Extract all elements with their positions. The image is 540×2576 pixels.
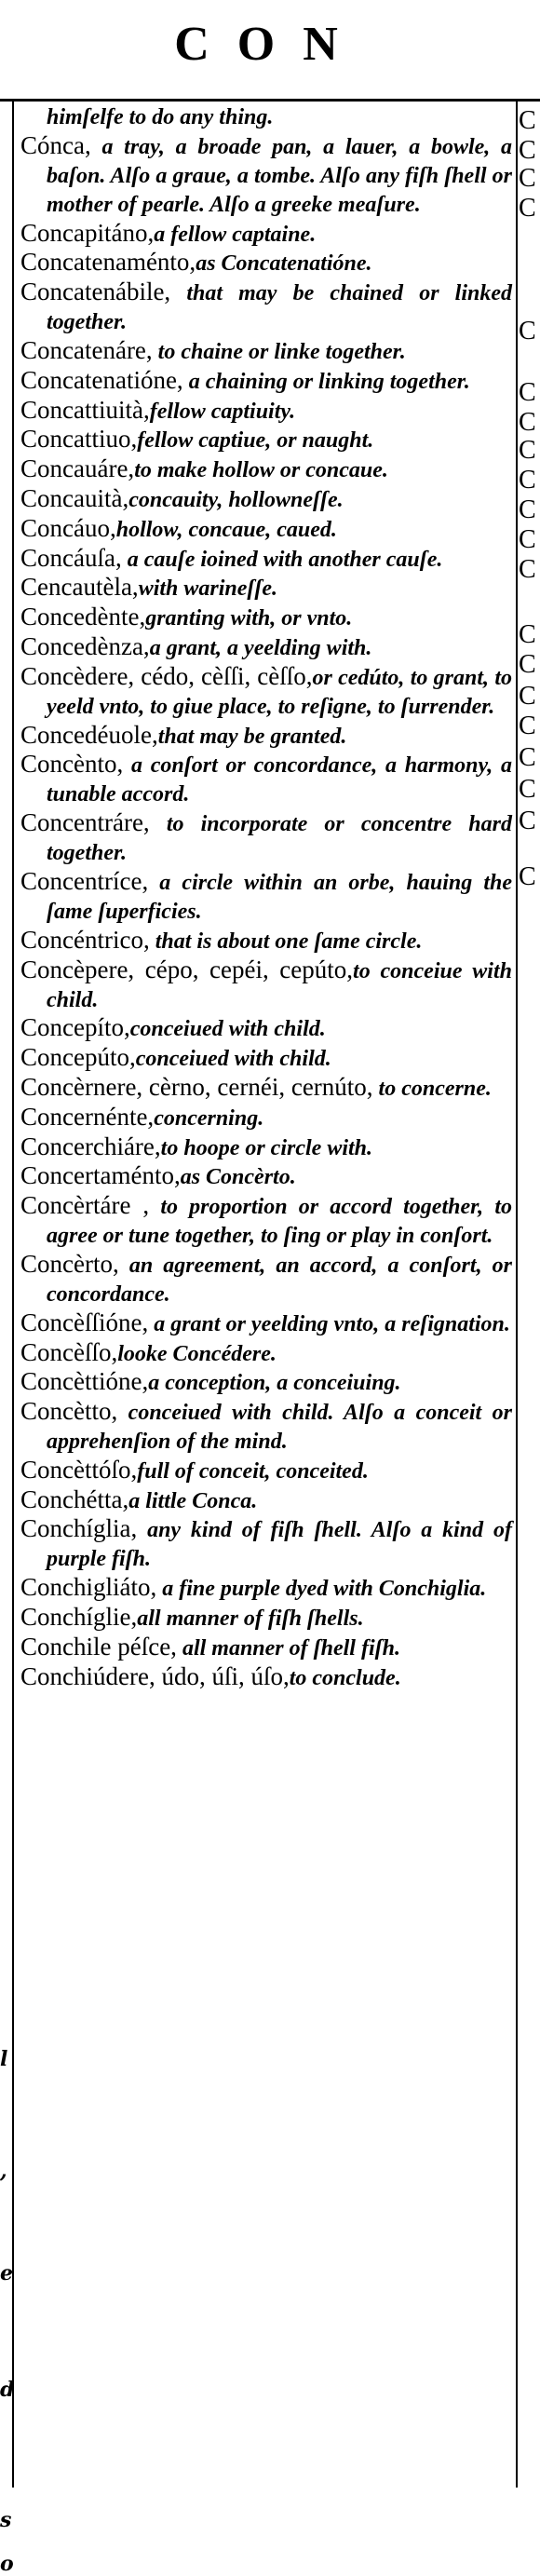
right-fragment-letter: C <box>519 194 536 223</box>
dictionary-column <box>20 102 512 1692</box>
entry-definition: to incorporate or concentre hard together. <box>47 812 512 866</box>
entry-headword: Concepúto, <box>20 1043 136 1072</box>
entry-definition: to conceiue with child. <box>47 958 512 1012</box>
entry-definition: any kind of fiſh ſhell. Alſo a kind of purple fiſh. <box>47 1518 512 1572</box>
dictionary-entry <box>20 603 512 632</box>
dictionary-entry <box>20 455 512 484</box>
entry-definition: conceiued with child. Alſo a conceit or apprehenſion of the mind. <box>47 1401 512 1455</box>
entry-headword: Concètto, <box>20 1397 118 1426</box>
entry-headword: Concéntrico, <box>20 925 150 954</box>
entry-headword: Concatenáre, <box>20 335 153 364</box>
entry-definition: a chaining or linking together. <box>182 369 470 394</box>
dictionary-entry <box>20 1339 512 1368</box>
right-fragment-letter: C <box>519 317 536 346</box>
entry-definition: a fellow captaine. <box>154 222 317 247</box>
entry-definition: fellow captiue, or naught. <box>137 428 374 454</box>
dictionary-entry <box>20 278 512 336</box>
dictionary-entry <box>20 1604 512 1633</box>
dictionary-entry <box>20 1133 512 1162</box>
entry-definition: that may be granted. <box>157 724 347 749</box>
entry-definition: to make hollow or concaue. <box>134 458 388 483</box>
entry-definition: to conclude. <box>289 1665 401 1690</box>
entry-headword: Concedènza, <box>20 631 150 660</box>
right-fragment-letter: C <box>519 466 536 495</box>
dictionary-entry <box>20 663 512 721</box>
left-fragment-text: o <box>0 2552 14 2576</box>
entry-headword: Concentríce, <box>20 866 149 895</box>
right-fragment-letter: C <box>519 106 536 135</box>
entry-definition: full of conceit, conceited. <box>137 1458 369 1484</box>
right-fragment-letter: C <box>519 682 536 711</box>
dictionary-entry <box>20 485 512 514</box>
left-fragment-text: l <box>0 2047 8 2071</box>
dictionary-entry <box>20 337 512 366</box>
entry-headword: Conchíglia, <box>20 1514 138 1543</box>
left-fragment-text: e <box>0 2261 13 2285</box>
dictionary-entry <box>20 545 512 574</box>
entry-definition: conceiued with child. <box>129 1017 326 1042</box>
entry-headword: Conchíglie, <box>20 1603 138 1632</box>
dictionary-entry <box>20 1044 512 1073</box>
left-column-fragment <box>0 101 15 2576</box>
entry-headword: Concauità, <box>20 483 129 512</box>
dictionary-entry <box>20 809 512 867</box>
dictionary-entry <box>20 1457 512 1485</box>
entry-headword: Concernénte, <box>20 1102 155 1131</box>
entry-definition: to concerne. <box>372 1076 492 1101</box>
entry-headword: Concentráre, <box>20 808 150 837</box>
right-fragment-letter: C <box>519 775 536 804</box>
entry-definition: all manner of ſhell fiſh. <box>176 1635 400 1661</box>
entry-definition: or cedúto, to grant, to yeeld vnto, to giue place, to reſigne, to ſurrender. <box>47 665 512 719</box>
entry-definition: all manner of fiſh ſhells. <box>137 1607 364 1632</box>
page-header <box>0 0 540 99</box>
entry-definition: himſelfe to do any thing. <box>47 105 274 129</box>
left-fragment-text: , <box>0 2159 7 2183</box>
right-fragment-letter: C <box>519 555 536 584</box>
page-title: CON <box>174 18 366 71</box>
dictionary-entry <box>20 722 512 751</box>
right-fragment-letter: C <box>519 525 536 554</box>
dictionary-entry <box>20 1192 512 1250</box>
entry-headword: Concèſſo, <box>20 1337 118 1366</box>
dictionary-entry <box>20 515 512 544</box>
right-fragment-letter: C <box>519 164 536 193</box>
entry-headword: Concèpere, cépo, cepéi, cepúto, <box>20 955 354 983</box>
entry-headword: Concertaménto, <box>20 1161 181 1190</box>
dictionary-entry <box>20 1104 512 1132</box>
entry-definition: with warineſſe. <box>138 576 278 602</box>
dictionary-entry <box>20 751 512 808</box>
dictionary-entry <box>20 633 512 662</box>
right-column-rule <box>516 101 518 2488</box>
entry-headword: Cónca, <box>20 130 91 159</box>
right-fragment-letter: C <box>519 862 536 891</box>
entry-definition: to hoope or circle with. <box>160 1135 373 1160</box>
dictionary-entry <box>20 426 512 454</box>
left-column-rule <box>12 101 14 2488</box>
entry-definition: to proportion or accord together, to agree or tune together, to ſing or play in conſort. <box>47 1195 512 1249</box>
dictionary-entry <box>20 868 512 926</box>
entry-headword: Concáuo, <box>20 513 116 542</box>
entry-headword: Concedènte, <box>20 603 146 631</box>
dictionary-entry <box>20 1368 512 1397</box>
entry-headword: Conchiúdere, údo, úſi, úſo, <box>20 1661 290 1690</box>
entry-definition: as Concatenatióne. <box>196 251 372 277</box>
left-fragment-text: s <box>0 2508 12 2532</box>
dictionary-entry <box>20 1162 512 1191</box>
dictionary-entry <box>20 927 512 956</box>
entry-headword: Concáuſa, <box>20 543 122 572</box>
right-fragment-letter: C <box>519 378 536 407</box>
dictionary-entry <box>20 249 512 278</box>
entry-definition: a grant, a yeelding with. <box>149 635 372 660</box>
entry-headword: Concauáre, <box>20 454 135 483</box>
entry-definition: conceiued with child. <box>135 1047 331 1072</box>
right-fragment-letter: C <box>519 408 536 437</box>
entry-headword: Concèrnere, cèrno, cernéi, cernúto, <box>20 1072 373 1101</box>
right-fragment-letter: C <box>519 807 536 835</box>
entry-definition: a grant or yeelding vnto, a reſignation. <box>148 1311 510 1336</box>
dictionary-entry <box>20 1515 512 1573</box>
entry-headword: Concatenaménto, <box>20 248 196 277</box>
right-fragment-letter: C <box>519 712 536 740</box>
dictionary-entry <box>20 956 512 1014</box>
entry-definition: a conception, a conceiuing. <box>148 1371 401 1396</box>
dictionary-entry <box>20 367 512 396</box>
right-fragment-letter: C <box>519 436 536 465</box>
entry-headword: Concatenábile, <box>20 278 171 306</box>
entry-definition: that is about one ſame circle. <box>149 929 423 954</box>
right-fragment-letter: C <box>519 620 536 649</box>
right-fragment-letter: C <box>519 495 536 524</box>
entry-headword: Concèttóſo, <box>20 1455 138 1484</box>
dictionary-entry <box>20 1634 512 1662</box>
entry-definition: a fine purple dyed with Conchiglia. <box>156 1577 487 1602</box>
entry-headword: Cencautèla, <box>20 573 139 602</box>
entry-definition: a tray, a broade pan, a lauer, a bowle, a baſon. Alſo a graue, a tombe. Alſo any fiſh ſhell or mother of pearle. Alſo a greeke meaſure. <box>47 134 512 217</box>
header-rule <box>0 99 540 102</box>
dictionary-entry <box>20 1074 512 1103</box>
dictionary-entry <box>20 220 512 249</box>
entry-definition: a cauſe ioined with another cauſe. <box>121 547 443 572</box>
entry-definition: a circle within an orbe, hauing the ſame ſuperficies. <box>47 870 512 924</box>
entry-definition: concauity, hollowneſſe. <box>128 487 344 512</box>
entry-headword: Concedéuole, <box>20 720 158 749</box>
left-fragment-text: d <box>0 2378 15 2402</box>
entry-definition: that may be chained or linked together. <box>47 281 512 335</box>
dictionary-entry <box>20 1309 512 1338</box>
right-fragment-letter: C <box>519 743 536 772</box>
entry-headword: Concèrtáre , <box>20 1191 150 1220</box>
dictionary-entry <box>20 1574 512 1603</box>
entry-definition: a little Conca. <box>128 1488 258 1513</box>
entry-headword: Concepíto, <box>20 1013 130 1042</box>
entry-headword: Concèſſióne, <box>20 1308 149 1336</box>
entry-definition: concerning. <box>154 1105 264 1131</box>
entry-definition: fellow captiuity. <box>149 399 296 424</box>
entry-headword: Concattiuità, <box>20 395 150 424</box>
entry-definition: hollow, concaue, caued. <box>115 517 337 542</box>
entry-definition: an agreement, an accord, a conſort, or concordance. <box>47 1253 512 1307</box>
entry-headword: Concènto, <box>20 750 124 779</box>
entry-definition: looke Concédere. <box>117 1341 277 1366</box>
entry-headword: Conchigliáto, <box>20 1573 157 1602</box>
right-fragment-letter: C <box>519 650 536 679</box>
dictionary-entry <box>20 1251 512 1308</box>
dictionary-entry <box>20 1398 512 1456</box>
entry-headword: Conchile péſce, <box>20 1632 177 1661</box>
dictionary-entry <box>20 1486 512 1515</box>
dictionary-entry <box>20 132 512 219</box>
dictionary-entry <box>20 1014 512 1043</box>
dictionary-entry <box>20 1663 512 1692</box>
entry-headword: Concèdere, cédo, cèſſi, cèſſo, <box>20 661 313 690</box>
entry-headword: Concerchiáre, <box>20 1132 161 1160</box>
entry-headword: Conchétta, <box>20 1485 129 1513</box>
dictionary-entry <box>20 574 512 603</box>
entry-headword: Concèrto, <box>20 1249 119 1278</box>
right-column-fragment <box>519 101 540 939</box>
entry-headword: Concèttióne, <box>20 1367 149 1396</box>
entry-definition: to chaine or linke together. <box>152 339 406 364</box>
entry-definition: as Concèrto. <box>180 1165 296 1190</box>
entry-headword: Concapitáno, <box>20 218 155 247</box>
entry-definition: granting with, or vnto. <box>145 606 353 631</box>
dictionary-entry <box>20 102 512 131</box>
entry-definition: a conſort or concordance, a harmony, a tunable accord. <box>47 753 512 807</box>
entry-headword: Concattiuo, <box>20 425 138 454</box>
entry-headword: Concatenatióne, <box>20 365 183 394</box>
right-fragment-letter: C <box>519 136 536 165</box>
dictionary-entry <box>20 397 512 426</box>
